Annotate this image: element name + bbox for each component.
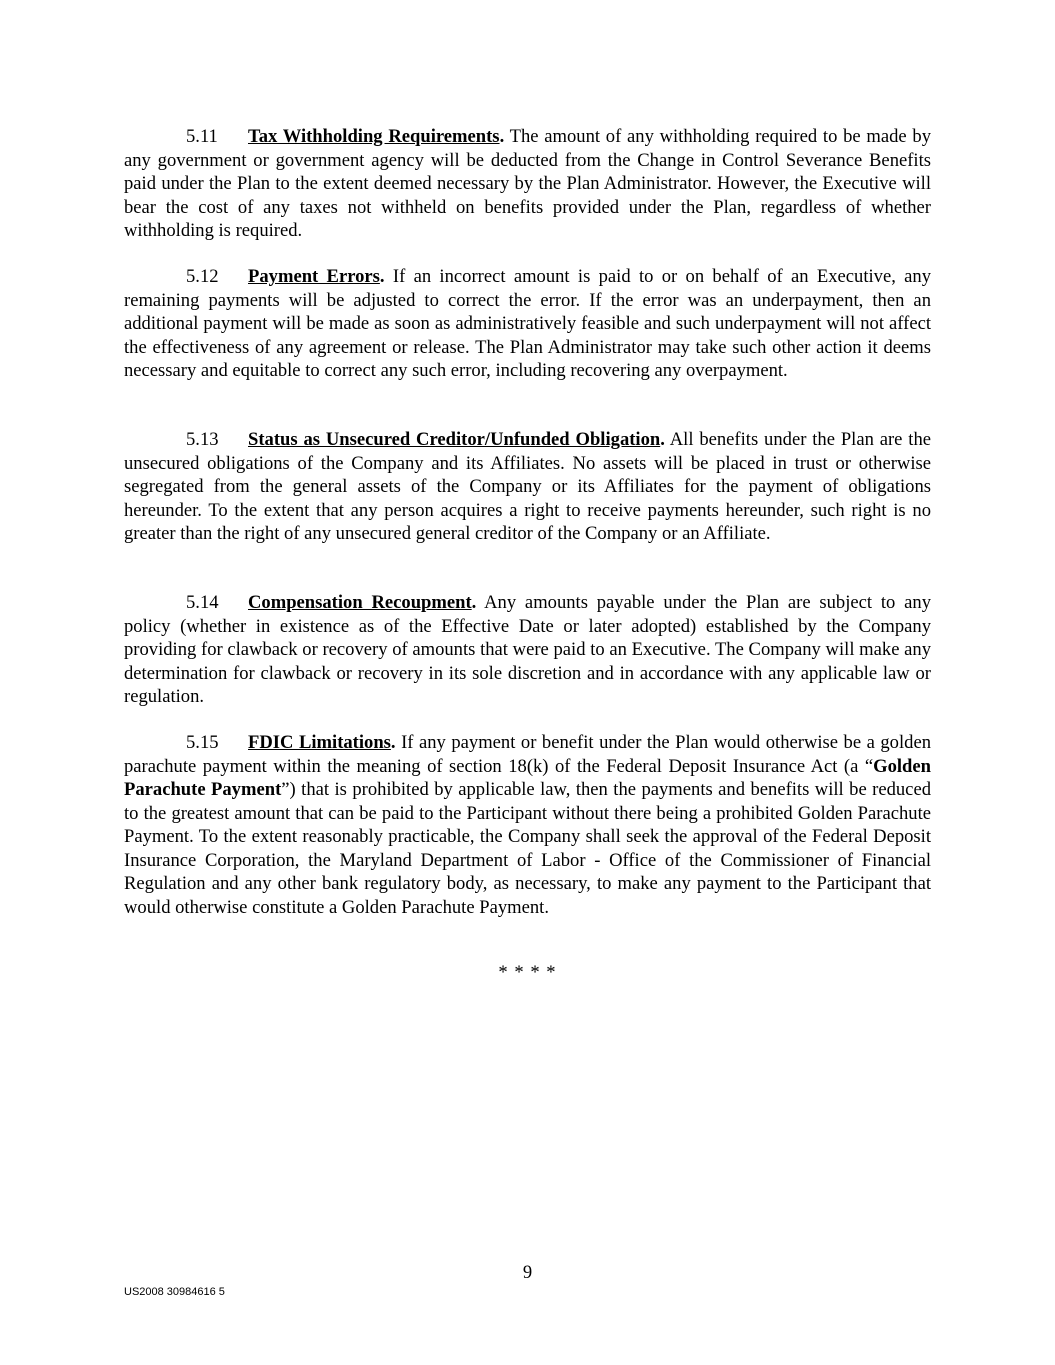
- section-5-12: 5.12 Payment Errors. If an incorrect amount is paid to or on behalf of an Executive, any remaining payments will be adjusted to correct the error. If the error was an underpayment, then an additional payment will be made as soon as administratively feasible and such underpayment will not affect the effectiveness of any agreement or release. The Plan Administrator may take such other action it deems necessary and equitable to correct any such error, including recovering any overpayment.: [124, 266, 932, 381]
- section-heading: Compensation Recoupment: [248, 592, 472, 613]
- section-body: All benefits under the Plan are the unsecured obligations of the Company and its Affiliates. No assets will be placed in trust or otherwise segregated from the general assets of the Company or its Affiliates for the payment of obligations hereunder. To the extent that any person acquires a right to receive payments hereunder, such right is no greater than the right of any unsecured general creditor of the Company or an Affiliate.: [124, 429, 931, 544]
- section-5-14: 5.14 Compensation Recoupment. Any amounts payable under the Plan are subject to any policy (whether in existence as of the Effective Date or later adopted) established by the Company providing for clawback or recovery of amounts that were paid to an Executive. The Company will make any determination for clawback or recovery in its sole discretion and in accordance with any applicable law or regulation.: [124, 592, 931, 707]
- section-body-before: If any payment or benefit under the Plan would otherwise be a golden parachute payment within the meaning of section 18(k) of the Federal Deposit Insurance Act (a “: [124, 732, 931, 777]
- section-body: Any amounts payable under the Plan are subject to any policy (whether in existence as of the Effective Date or later adopted) established by the Company providing for clawback or recovery of amounts that were paid to an Executive. The Company will make any determination for clawback or recovery in its sole discretion and in accordance with any applicable law or regulation.: [124, 592, 931, 707]
- section-heading: Status as Unsecured Creditor/Unfunded Obligation: [248, 429, 661, 450]
- section-body-after: ”) that is prohibited by applicable law, then the payments and benefits will be reduced to the greatest amount that can be paid to the Participant without there being a prohibited Golden Parachute Payment. To the extent reasonably practicable, the Company shall seek the approval of the Federal Deposit Insurance Corporation, the Maryland Department of Labor - Office of the Commissioner of Financial Regulation and any other bank regulatory body, as necessary, to make any payment to the Participant that would otherwise constitute a Golden Parachute Payment.: [124, 779, 931, 918]
- section-5-13: 5.13 Status as Unsecured Creditor/Unfunded Obligation. All benefits under the Plan are the unsecured obligations of the Company and its Affiliates. No assets will be placed in trust or otherwise segregated from the general assets of the Company or its Affiliates for the payment of obligations hereunder. To the extent that any person acquires a right to receive payments hereunder, such right is no greater than the right of any unsecured general creditor of the Company or an Affiliate.: [124, 429, 931, 544]
- defined-term: Golden Parachute Payment: [124, 755, 931, 800]
- section-number: 5.13: [186, 429, 219, 450]
- section-5-11: 5.11 Tax Withholding Requirements. The amount of any withholding required to be made by any government or government agency will be deducted from the Change in Control Severance Benefits paid under the Plan to the extent deemed necessary by the Plan Administrator. However, the Executive will bear the cost of any taxes not withheld on benefits provided under the Plan, regardless of whether withholding is required.: [124, 126, 931, 241]
- section-number: 5.12: [186, 266, 219, 287]
- section-number: 5.11: [186, 126, 218, 147]
- section-heading: Payment Errors: [248, 266, 380, 287]
- section-heading: FDIC Limitations: [248, 732, 391, 753]
- section-number: 5.15: [186, 732, 219, 753]
- section-heading: Tax Withholding Requirements: [248, 126, 500, 147]
- page-number: 9: [522, 1262, 533, 1283]
- section-body: The amount of any withholding required to be made by any government or government agency will be deducted from the Change in Control Severance Benefits paid under the Plan to the extent deemed necessary by the Plan Administrator. However, the Executive will bear the cost of any taxes not withheld on benefits provided under the Plan, regardless of whether withholding is required.: [124, 126, 931, 241]
- section-body: If an incorrect amount is paid to or on behalf of an Executive, any remaining payments will be adjusted to correct the error. If the error was an underpayment, then an additional payment will be made as soon as administratively feasible and such underpayment will not affect the effectiveness of any agreement or release. The Plan Administrator may take such other action it deems necessary and equitable to correct any such error, including recovering any overpayment.: [124, 266, 932, 381]
- section-end-marker: * * * *: [498, 962, 557, 983]
- document-id: US2008 30984616 5: [124, 1286, 225, 1298]
- section-5-15: 5.15 FDIC Limitations. If any payment or benefit under the Plan would otherwise be a golden parachute payment within the meaning of section 18(k) of the Federal Deposit Insurance Act (a “Golden Parachute Payment”) that is prohibited by applicable law, then the payments and benefits will be reduced to the greatest amount that can be paid to the Participant without there being a prohibited Golden Parachute Payment. To the extent reasonably practicable, the Company shall seek the approval of the Federal Deposit Insurance Corporation, the Maryland Department of Labor - Office of the Commissioner of Financial Regulation and any other bank regulatory body, as necessary, to make any payment to the Participant that would otherwise constitute a Golden Parachute Payment.: [124, 732, 931, 918]
- section-number: 5.14: [186, 592, 219, 613]
